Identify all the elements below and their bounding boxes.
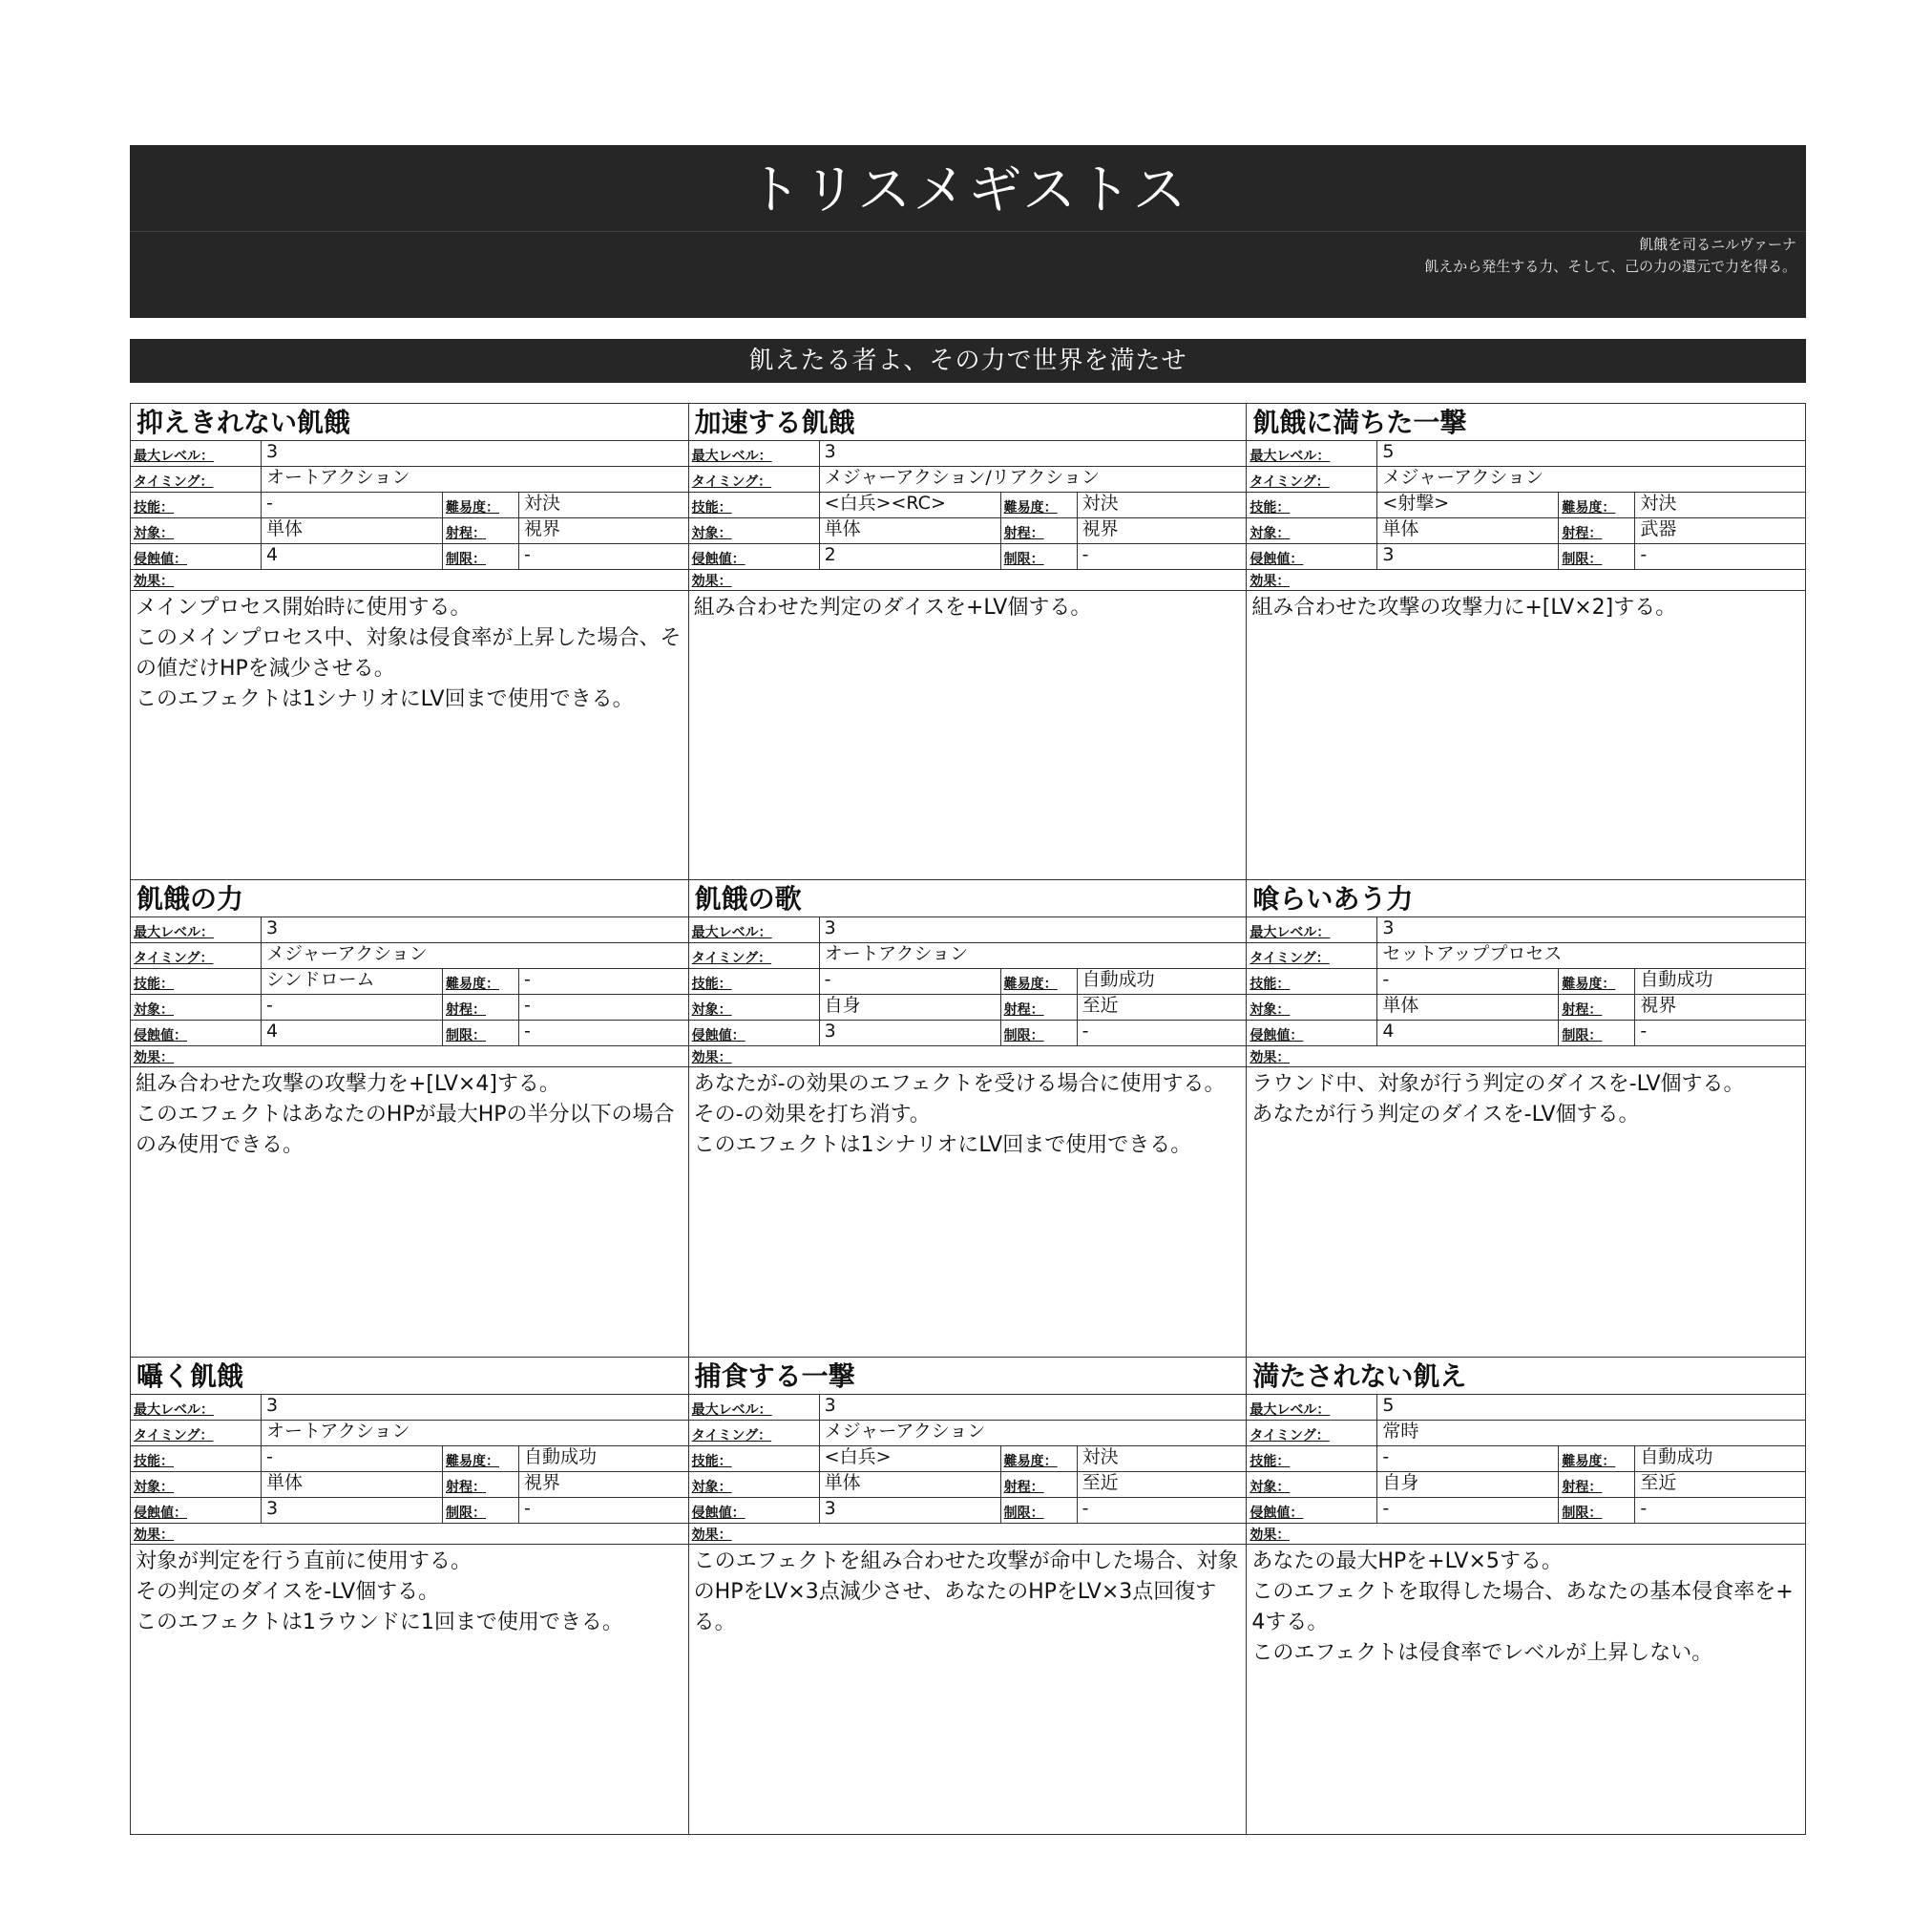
skill-row (131, 493, 688, 518)
target-label: 対象： (1247, 518, 1377, 543)
erosion-label: 侵蝕値： (1247, 544, 1377, 569)
limit-value: - (1640, 1021, 1648, 1043)
timing-value: メジャーアクション (266, 943, 428, 965)
erosion-value: 3 (820, 1021, 1001, 1045)
erosion-row (689, 1498, 1247, 1524)
target-value: 単体 (1377, 995, 1559, 1020)
effect-label-row (689, 1524, 1247, 1545)
effect-text: 組み合わせた攻撃の攻撃力を+[LV×4]する。 このエフェクトはあなたのHPが最大HPの半分以下の場合のみ使用できる。 (136, 1072, 675, 1158)
skill-row (1247, 493, 1805, 518)
target-row (131, 995, 688, 1021)
target-row (1247, 995, 1805, 1021)
skill-label: 技能： (131, 1446, 262, 1471)
motto-banner: 飢えたる者よ、その力で世界を満たせ (130, 339, 1806, 383)
erosion-label: 侵蝕値： (689, 1498, 820, 1523)
skill-label: 技能： (689, 493, 820, 517)
effect-name: 囁く飢餓 (131, 1358, 688, 1395)
difficulty-label: 難易度： (443, 1446, 519, 1471)
erosion-row (1247, 1021, 1805, 1046)
range-value: 武器 (1640, 518, 1677, 539)
timing-row (1247, 943, 1805, 969)
erosion-value: 4 (262, 1021, 443, 1045)
max-level-row (689, 441, 1247, 467)
max-level-label: 最大レベル： (1247, 441, 1377, 466)
limit-value: - (1082, 1497, 1089, 1519)
range-label: 射程： (443, 995, 519, 1020)
effect-name: 飢餓の歌 (689, 880, 1247, 917)
effect-name: 捕食する一撃 (689, 1358, 1247, 1395)
skill-value: <射撃> (1377, 493, 1559, 517)
timing-label: タイミング： (689, 1421, 820, 1445)
skill-value: - (1377, 1446, 1559, 1471)
skill-row (131, 969, 688, 995)
range-value: 至近 (1640, 1471, 1677, 1493)
max-level-value: 5 (1382, 441, 1395, 462)
max-level-value: 3 (824, 1394, 836, 1416)
difficulty-label: 難易度： (443, 969, 519, 994)
effect-text: あなたが-の効果のエフェクトを受ける場合に使用する。 その-の効果を打ち消す。 このエフェクトは1シナリオにLV回まで使用できる。 (693, 1072, 1226, 1158)
timing-value: オートアクション (266, 467, 410, 488)
max-level-value: 3 (824, 917, 836, 939)
effect-label: 効果： (1250, 1050, 1291, 1066)
target-value: 単体 (1377, 518, 1559, 543)
timing-value: メジャーアクション/リアクション (824, 467, 1100, 488)
target-value: 自身 (820, 995, 1001, 1020)
limit-value: - (1640, 544, 1648, 565)
page-title: トリスメギストス (747, 159, 1188, 221)
limit-label: 制限： (1001, 1021, 1078, 1045)
range-value: 至近 (1082, 1471, 1119, 1493)
max-level-label: 最大レベル： (689, 917, 820, 942)
skill-label: 技能： (689, 1446, 820, 1471)
target-value: 単体 (820, 518, 1001, 543)
effect-card (131, 404, 689, 880)
limit-value: - (524, 1021, 531, 1043)
range-label: 射程： (1559, 1472, 1635, 1497)
limit-value: - (524, 544, 531, 565)
difficulty-label: 難易度： (1559, 1446, 1635, 1471)
target-label: 対象： (689, 995, 820, 1020)
timing-label: タイミング： (1247, 467, 1377, 492)
limit-label: 制限： (443, 544, 519, 569)
target-label: 対象： (131, 1472, 262, 1497)
range-value: 視界 (524, 1471, 561, 1493)
timing-value: メジャーアクション (824, 1420, 986, 1442)
limit-value: - (1640, 1497, 1648, 1519)
timing-row (131, 467, 688, 493)
difficulty-label: 難易度： (1001, 493, 1078, 517)
max-level-label: 最大レベル： (1247, 1395, 1377, 1420)
timing-row (131, 943, 688, 969)
max-level-value: 3 (824, 441, 836, 462)
range-label: 射程： (1559, 995, 1635, 1020)
erosion-value: 2 (820, 544, 1001, 569)
target-label: 対象： (689, 518, 820, 543)
timing-value: セットアッププロセス (1382, 943, 1563, 965)
target-row (1247, 1472, 1805, 1498)
range-value: 至近 (1082, 995, 1119, 1017)
effect-label-row (1247, 570, 1805, 591)
target-value: 単体 (262, 1472, 443, 1497)
target-row (131, 518, 688, 544)
max-level-value: 3 (266, 441, 279, 462)
skill-row (689, 1446, 1247, 1472)
effect-label-row (689, 1046, 1247, 1067)
skill-label: 技能： (1247, 1446, 1377, 1471)
max-level-row (1247, 441, 1805, 467)
erosion-label: 侵蝕値： (1247, 1498, 1377, 1523)
timing-row (689, 467, 1247, 493)
range-value: 視界 (524, 518, 561, 539)
timing-label: タイミング： (131, 467, 262, 492)
erosion-label: 侵蝕値： (131, 1021, 262, 1045)
effect-label-row (1247, 1046, 1805, 1067)
difficulty-value: 自動成功 (1640, 969, 1713, 991)
max-level-row (1247, 1395, 1805, 1421)
erosion-value: 3 (820, 1498, 1001, 1523)
effect-label: 効果： (691, 574, 732, 589)
skill-row (689, 493, 1247, 518)
max-level-row (131, 917, 688, 943)
skill-value: <白兵> (820, 1446, 1001, 1471)
erosion-label: 侵蝕値： (1247, 1021, 1377, 1045)
header-subtitle: 飢餓を司るニルヴァーナ (1639, 236, 1796, 253)
effect-label: 効果： (691, 1527, 732, 1543)
effect-card-grid (130, 403, 1806, 1835)
target-row (131, 1472, 688, 1498)
range-label: 射程： (1001, 995, 1078, 1020)
effect-card (1247, 404, 1805, 880)
range-label: 射程： (1559, 518, 1635, 543)
erosion-row (131, 1498, 688, 1524)
effect-label: 効果： (691, 1050, 732, 1066)
effect-name: 満たされない飢え (1247, 1358, 1805, 1395)
target-row (689, 1472, 1247, 1498)
timing-row (131, 1421, 688, 1446)
difficulty-label: 難易度： (1559, 969, 1635, 994)
skill-label: 技能： (131, 969, 262, 994)
max-level-row (689, 917, 1247, 943)
difficulty-value: 対決 (1082, 1445, 1119, 1467)
difficulty-label: 難易度： (1001, 1446, 1078, 1471)
max-level-row (131, 441, 688, 467)
erosion-value: 4 (262, 544, 443, 569)
range-value: - (524, 995, 531, 1017)
skill-value: シンドローム (262, 969, 443, 994)
limit-value: - (1082, 1021, 1089, 1043)
max-level-value: 5 (1382, 1394, 1395, 1416)
target-label: 対象： (689, 1472, 820, 1497)
max-level-label: 最大レベル： (689, 1395, 820, 1420)
target-row (689, 995, 1247, 1021)
erosion-value: - (1377, 1498, 1559, 1523)
range-label: 射程： (1001, 1472, 1078, 1497)
erosion-value: 3 (262, 1498, 443, 1523)
skill-value: - (262, 1446, 443, 1471)
limit-value: - (1082, 544, 1089, 565)
effect-label-row (689, 570, 1247, 591)
max-level-row (131, 1395, 688, 1421)
effect-text: 組み合わせた攻撃の攻撃力に+[LV×2]する。 (1251, 596, 1677, 620)
erosion-row (131, 544, 688, 570)
timing-row (1247, 1421, 1805, 1446)
difficulty-label: 難易度： (1559, 493, 1635, 517)
skill-row (689, 969, 1247, 995)
limit-label: 制限： (1559, 1498, 1635, 1523)
skill-row (1247, 1446, 1805, 1472)
effect-label: 効果： (1250, 574, 1291, 589)
timing-label: タイミング： (131, 1421, 262, 1445)
effect-text: 対象が判定を行う直前に使用する。 その判定のダイスを-LV個する。 このエフェクトは1ラウンドに1回まで使用できる。 (136, 1548, 623, 1634)
difficulty-value: - (524, 969, 531, 991)
effect-card (689, 404, 1248, 880)
max-level-value: 3 (266, 1394, 279, 1416)
effect-label-row (131, 1046, 688, 1067)
limit-label: 制限： (1001, 1498, 1078, 1523)
timing-label: タイミング： (689, 467, 820, 492)
target-value: 単体 (820, 1472, 1001, 1497)
difficulty-value: 自動成功 (1640, 1445, 1713, 1467)
erosion-label: 侵蝕値： (131, 1498, 262, 1523)
skill-label: 技能： (1247, 493, 1377, 517)
limit-label: 制限： (1559, 544, 1635, 569)
max-level-label: 最大レベル： (131, 917, 262, 942)
timing-value: 常時 (1382, 1420, 1419, 1442)
effect-text: このエフェクトを組み合わせた攻撃が命中した場合、対象のHPをLV×3点減少させ、あなたのHPをLV×3点回復する。 (693, 1548, 1239, 1634)
difficulty-value: 対決 (1082, 493, 1119, 514)
skill-row (1247, 969, 1805, 995)
erosion-label: 侵蝕値： (689, 544, 820, 569)
difficulty-value: 対決 (524, 493, 561, 514)
limit-label: 制限： (443, 1021, 519, 1045)
effect-card (1247, 1358, 1805, 1834)
max-level-row (689, 1395, 1247, 1421)
effect-label: 効果： (134, 1527, 174, 1543)
skill-value: - (820, 969, 1001, 994)
skill-value: - (1377, 969, 1559, 994)
range-label: 射程： (443, 1472, 519, 1497)
effect-text: あなたの最大HPを+LV×5する。 このエフェクトを取得した場合、あなたの基本侵食率を+4する。 このエフェクトは侵食率でレベルが上昇しない。 (1251, 1548, 1794, 1665)
effect-card (131, 880, 689, 1357)
target-value: - (262, 995, 443, 1020)
limit-label: 制限： (1001, 544, 1078, 569)
target-row (1247, 518, 1805, 544)
target-label: 対象： (1247, 995, 1377, 1020)
effect-card (689, 880, 1248, 1357)
effect-label: 効果： (134, 1050, 174, 1066)
page-header (130, 145, 1806, 318)
erosion-row (1247, 544, 1805, 570)
effect-card (689, 1358, 1248, 1834)
effect-name: 加速する飢餓 (689, 404, 1247, 441)
max-level-row (1247, 917, 1805, 943)
effect-label-row (131, 570, 688, 591)
erosion-row (689, 1021, 1247, 1046)
timing-row (689, 1421, 1247, 1446)
range-value: 視界 (1640, 995, 1677, 1017)
effect-text: ラウンド中、対象が行う判定のダイスを-LV個する。 あなたが行う判定のダイスを-LV個する。 (1251, 1072, 1745, 1127)
skill-row (131, 1446, 688, 1472)
effect-name: 飢餓に満ちた一撃 (1247, 404, 1805, 441)
erosion-row (689, 544, 1247, 570)
target-value: 単体 (262, 518, 443, 543)
erosion-label: 侵蝕値： (131, 544, 262, 569)
max-level-label: 最大レベル： (131, 441, 262, 466)
erosion-value: 3 (1377, 544, 1559, 569)
erosion-value: 4 (1377, 1021, 1559, 1045)
max-level-value: 3 (266, 917, 279, 939)
difficulty-value: 対決 (1640, 493, 1677, 514)
skill-label: 技能： (131, 493, 262, 517)
header-divider (130, 231, 1806, 232)
timing-value: オートアクション (824, 943, 969, 965)
difficulty-value: 自動成功 (524, 1445, 598, 1467)
effect-name: 抑えきれない飢餓 (131, 404, 688, 441)
difficulty-label: 難易度： (443, 493, 519, 517)
effect-label: 効果： (134, 574, 174, 589)
target-label: 対象： (1247, 1472, 1377, 1497)
timing-row (689, 943, 1247, 969)
effect-text: 組み合わせた判定のダイスを+LV個する。 (693, 596, 1092, 620)
skill-label: 技能： (1247, 969, 1377, 994)
limit-label: 制限： (443, 1498, 519, 1523)
limit-label: 制限： (1559, 1021, 1635, 1045)
timing-label: タイミング： (1247, 943, 1377, 968)
target-label: 対象： (131, 518, 262, 543)
effect-label-row (1247, 1524, 1805, 1545)
timing-row (1247, 467, 1805, 493)
effect-card (131, 1358, 689, 1834)
max-level-label: 最大レベル： (1247, 917, 1377, 942)
range-label: 射程： (443, 518, 519, 543)
skill-value: <白兵><RC> (820, 493, 1001, 517)
timing-value: メジャーアクション (1382, 467, 1544, 488)
erosion-row (131, 1021, 688, 1046)
timing-value: オートアクション (266, 1420, 410, 1442)
timing-label: タイミング： (1247, 1421, 1377, 1445)
range-value: 視界 (1082, 518, 1119, 539)
erosion-label: 侵蝕値： (689, 1021, 820, 1045)
timing-label: タイミング： (131, 943, 262, 968)
effect-name: 飢餓の力 (131, 880, 688, 917)
effect-name: 喰らいあう力 (1247, 880, 1805, 917)
effect-card (1247, 880, 1805, 1357)
effect-label-row (131, 1524, 688, 1545)
timing-label: タイミング： (689, 943, 820, 968)
max-level-value: 3 (1382, 917, 1395, 939)
effect-text: メインプロセス開始時に使用する。 このメインプロセス中、対象は侵食率が上昇した場合、その値だけHPを減少させる。 このエフェクトは1シナリオにLV回まで使用できる。 (136, 596, 682, 711)
limit-value: - (524, 1497, 531, 1519)
skill-label: 技能： (689, 969, 820, 994)
header-description: 飢えから発生する力、そして、己の力の還元で力を得る。 (1424, 258, 1796, 275)
target-label: 対象： (131, 995, 262, 1020)
erosion-row (1247, 1498, 1805, 1524)
max-level-label: 最大レベル： (131, 1395, 262, 1420)
target-row (689, 518, 1247, 544)
skill-value: - (262, 493, 443, 517)
difficulty-label: 難易度： (1001, 969, 1078, 994)
effect-label: 効果： (1250, 1527, 1291, 1543)
max-level-label: 最大レベル： (689, 441, 820, 466)
target-value: 自身 (1377, 1472, 1559, 1497)
range-label: 射程： (1001, 518, 1078, 543)
difficulty-value: 自動成功 (1082, 969, 1155, 991)
